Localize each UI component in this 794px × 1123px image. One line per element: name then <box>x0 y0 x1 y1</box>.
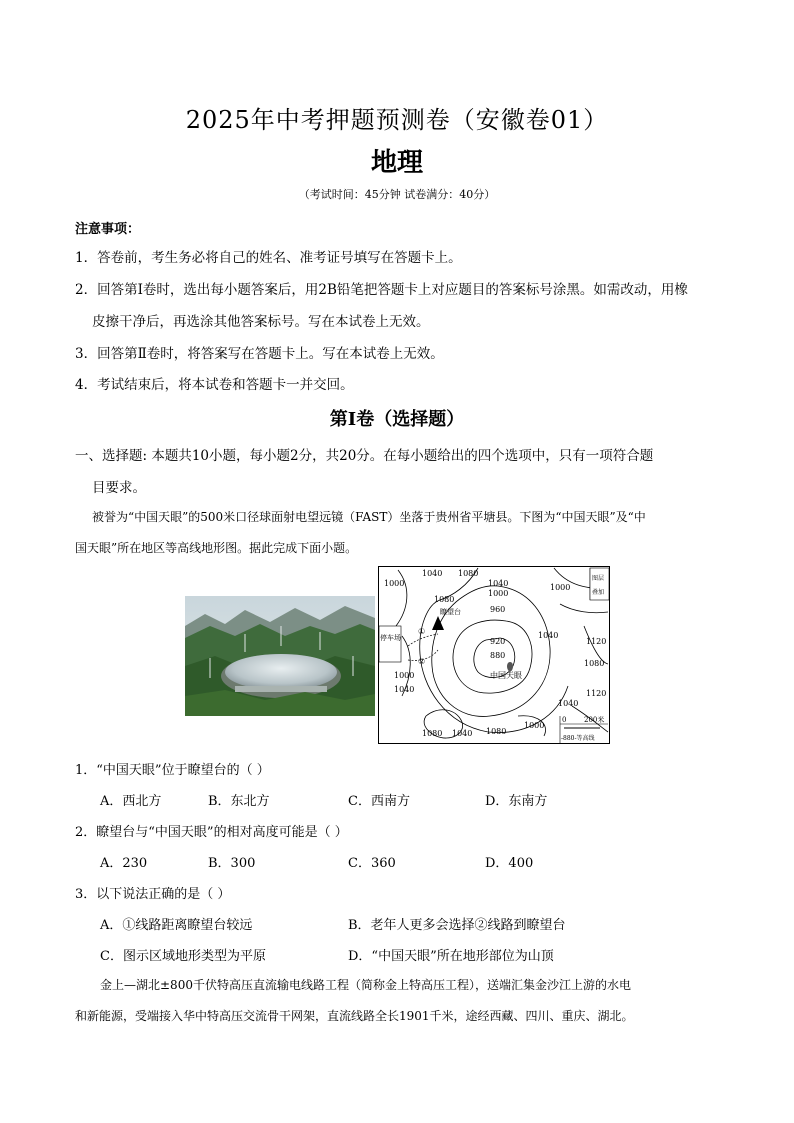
map-contour-label: 920 <box>490 637 506 646</box>
map-contour-label: 960 <box>490 605 506 614</box>
map-contour-label: 1000 <box>524 721 545 730</box>
map-contour-label: 1080 <box>486 727 507 736</box>
question-1-stem: 1．“中国天眼”位于瞭望台的（ ） <box>75 763 270 778</box>
map-contour-label: 1000 <box>550 583 571 592</box>
question-3-option-d[interactable]: D．“中国天眼”所在地形部位为山顶 <box>348 949 554 964</box>
map-contour-label: 1080 <box>422 729 443 738</box>
exam-info: （考试时间：45分钟 试卷满分：40分） <box>298 188 496 201</box>
map-contour-label: 880 <box>490 651 506 660</box>
section-title: 第Ⅰ卷（选择题） <box>329 409 465 430</box>
question-3-option-a[interactable]: A．①线路距离瞭望台较远 <box>100 918 253 933</box>
subject-title: 地理 <box>370 148 423 178</box>
notice-item-continued: 皮擦干净后，再选涂其他答案标号。写在本试卷上无效。 <box>92 314 430 330</box>
question-2-option-c[interactable]: C．360 <box>348 856 396 871</box>
notice-item: 1．答卷前，考生务必将自己的姓名、准考证号填写在答题卡上。 <box>75 250 462 266</box>
map-contour-label: 1000 <box>488 589 509 598</box>
map-contour-label: 1120 <box>586 637 607 646</box>
map-parking-label: 停车场 <box>380 634 401 642</box>
part-intro: 一、选择题: 本题共10小题，每小题2分，共20分。在每小题给出的四个选项中，只有一项符合题 <box>75 448 654 464</box>
question-2-option-b[interactable]: B．300 <box>208 856 256 871</box>
notice-heading: 注意事项： <box>75 222 141 237</box>
notice-item: 2．回答第Ⅰ卷时，选出每小题答案后，用2B铅笔把答题卡上对应题目的答案标号涂黑。如需改动，用橡 <box>75 282 688 298</box>
map-contour-label: 1080 <box>434 595 455 604</box>
map-lookout-label: 瞭望台 <box>440 608 461 616</box>
map-contour-label: 1040 <box>488 579 509 588</box>
question-3-stem: 3．以下说法正确的是（ ） <box>75 887 231 902</box>
passage-line: 被誉为“中国天眼”的500米口径球面射电望远镜（FAST）坐落于贵州省平塘县。下图为“中国天眼”及“中 <box>92 510 646 524</box>
question-1-option-c[interactable]: C．西南方 <box>348 794 410 809</box>
question-1-option-d[interactable]: D．东南方 <box>485 794 548 809</box>
question-2-option-d[interactable]: D．400 <box>485 856 534 871</box>
map-contour-label: 1000 <box>384 579 405 588</box>
part-intro-continued: 目要求。 <box>92 480 146 496</box>
question-1-option-a[interactable]: A．西北方 <box>100 794 162 809</box>
map-scale-zero: 0 <box>562 716 567 724</box>
question-2-option-a[interactable]: A．230 <box>100 856 148 871</box>
passage-line: 国天眼”所在地区等高线地形图。据此完成下面小题。 <box>75 541 358 555</box>
notice-item: 4．考试结束后，将本试卷和答题卡一并交回。 <box>75 377 354 393</box>
map-contour-label: 1040 <box>558 699 579 708</box>
map-legend-label: 叠加 <box>592 589 605 596</box>
passage-line: 和新能源，受端接入华中特高压交流骨干网架，直流线路全长1901千米，途经西藏、四川、重庆、湖北。 <box>75 1009 634 1023</box>
question-3-option-c[interactable]: C．图示区域地形类型为平原 <box>100 949 266 964</box>
map-legend-label: 图层 <box>592 575 605 582</box>
map-contour-label: 1120 <box>586 689 607 698</box>
map-contour-label: 1080 <box>458 569 479 578</box>
contour-map <box>378 566 610 744</box>
map-contour-label: 1040 <box>452 729 473 738</box>
map-contour-label: 1080 <box>584 659 605 668</box>
map-route-1-label: ① <box>418 627 426 636</box>
map-route-2-label: ② <box>418 657 426 666</box>
map-contour-label: 1040 <box>394 685 415 694</box>
map-eye-label: 中国天眼 <box>490 671 522 680</box>
fast-telescope-photo <box>185 596 375 716</box>
map-contour-label: 1040 <box>422 569 443 578</box>
question-3-option-b[interactable]: B．老年人更多会选择②线路到瞭望台 <box>348 918 566 933</box>
passage-line: 金上—湖北±800千伏特高压直流输电线路工程（简称金上特高压工程），送端汇集金沙江上游的水电 <box>100 978 631 992</box>
question-2-stem: 2．瞭望台与“中国天眼”的相对高度可能是（ ） <box>75 825 348 840</box>
map-scale-label: 200米 <box>584 716 605 724</box>
map-contour-label: 1040 <box>538 631 559 640</box>
question-1-option-b[interactable]: B．东北方 <box>208 794 270 809</box>
exam-title: 2025年中考押题预测卷（安徽卷01） <box>185 106 609 134</box>
map-contour-label: 1000 <box>394 671 415 680</box>
notice-item: 3．回答第Ⅱ卷时，将答案写在答题卡上。写在本试卷上无效。 <box>75 346 444 362</box>
map-contour-legend: -880-等高线 <box>561 735 595 742</box>
